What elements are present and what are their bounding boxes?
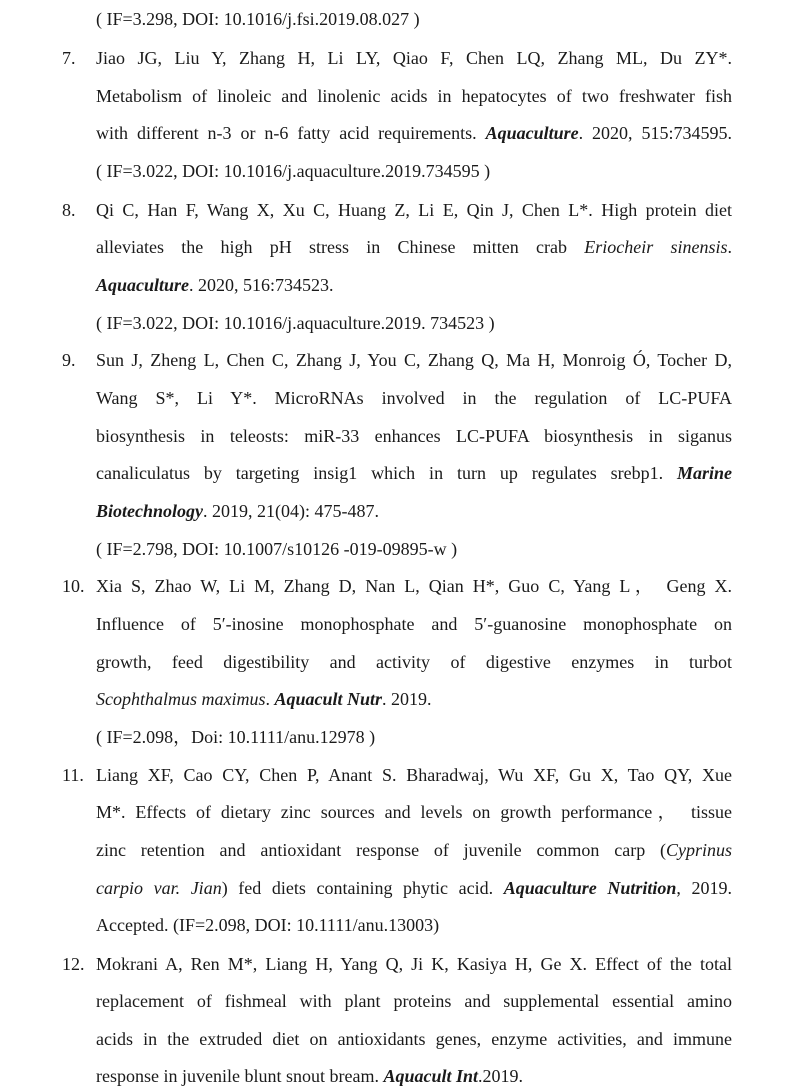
journal-name: Aquaculture: [96, 275, 190, 295]
ref-text: .: [265, 689, 275, 709]
ref-prev-if-line: [96, 7, 420, 31]
ref-text: zinc retention and antioxidant response of juvenile common carp (: [96, 840, 666, 860]
ref-text: alleviates the high pH stress in Chinese mitten crab: [96, 237, 585, 257]
ref-10-line-4: [96, 687, 432, 711]
ref-text: Metabolism of linoleic and linolenic acids in hepatocytes of two freshwater fish: [96, 86, 732, 106]
ref-text: replacement of fishmeal with plant proteins and supplemental essential amino: [96, 991, 732, 1011]
ref-text: Qi C, Han F, Wang X, Xu C, Huang Z, Li E, Qin J, Chen L*. High protein diet: [96, 200, 732, 220]
ref-10-line-2: [96, 612, 732, 636]
ref-9-line-3: [96, 424, 732, 448]
ref-8-line-2: [96, 235, 732, 259]
ref-7-if-line: [96, 159, 490, 183]
ref-9-number: 9.: [62, 350, 76, 370]
ref-9-if-line: [96, 537, 457, 561]
ref-8-line-3: [96, 273, 334, 297]
ref-text: . 2019.: [382, 689, 432, 709]
ref-9-line-1: [96, 348, 732, 372]
ref-8-number: 8.: [62, 200, 76, 220]
ref-text: Accepted. (IF=2.098, DOI: 10.1111/anu.13003): [96, 915, 440, 935]
journal-name: Biotechnology: [96, 501, 203, 521]
ref-9-line-4: [96, 461, 732, 485]
journal-name: Aquacult Nutr: [274, 689, 383, 709]
ref-10-line-1: [96, 574, 732, 598]
ref-12-line-1: [96, 952, 732, 976]
journal-name: Marine: [676, 463, 732, 483]
ref-text: . 2020, 515:734595.: [578, 123, 732, 143]
species-name: Cyprinus: [665, 840, 732, 860]
ref-text: .2019.: [478, 1066, 523, 1086]
ref-text: Jiao JG, Liu Y, Zhang H, Li LY, Qiao F, Chen LQ, Zhang ML, Du ZY*.: [96, 48, 732, 68]
journal-name: Aquaculture: [485, 123, 579, 143]
ref-text: acids in the extruded diet on antioxidants genes, enzyme activities, and immune: [96, 1029, 732, 1049]
ref-12-line-2: [96, 989, 732, 1013]
ref-text: Mokrani A, Ren M*, Liang H, Yang Q, Ji K, Kasiya H, Ge X. Effect of the total: [96, 954, 732, 974]
ref-8-if-line: [96, 311, 495, 335]
species-name: Scophthalmus maximus: [96, 689, 266, 709]
ref-10-number: 10.: [62, 576, 85, 596]
ref-9-line-5: [96, 499, 379, 523]
ref-10-if-line: [96, 725, 375, 749]
ref-11-line-2: [96, 800, 732, 824]
ref-text: .: [727, 237, 732, 257]
ref-12-number: 12.: [62, 954, 85, 974]
ref-text: . 2020, 516:734523.: [189, 275, 334, 295]
ref-text: canaliculatus by targeting insig1 which in turn up regulates srebp1.: [96, 463, 677, 483]
ref-11-line-4: [96, 876, 732, 900]
ref-7-line-2: [96, 84, 732, 108]
ref-text: Xia S, Zhao W, Li M, Zhang D, Nan L, Qian H*, Guo C, Yang L， Geng X.: [96, 576, 732, 596]
ref-7-line-1: [96, 46, 732, 70]
ref-11-number: 11.: [62, 765, 84, 785]
ref-text: , 2019.: [676, 878, 732, 898]
ref-7-line-3: [96, 121, 732, 145]
journal-name: Aquaculture Nutrition: [503, 878, 677, 898]
ref-8-line-1: [96, 198, 732, 222]
ref-text: Sun J, Zheng L, Chen C, Zhang J, You C, Zhang Q, Ma H, Monroig Ó, Tocher D,: [96, 350, 732, 370]
ref-text: response in juvenile blunt snout bream.: [96, 1066, 384, 1086]
ref-text: with different n-3 or n-6 fatty acid requirements.: [96, 123, 486, 143]
ref-text: growth, feed digestibility and activity of digestive enzymes in turbot: [96, 652, 732, 672]
if-doi-text: ( IF=2.798, DOI: 10.1007/s10126 -019-09895-w ): [96, 539, 458, 559]
ref-11-line-1: [96, 763, 732, 787]
if-doi-text: ( IF=2.098，Doi: 10.1111/anu.12978 ): [96, 727, 376, 747]
ref-11-line-5: [96, 913, 439, 937]
ref-text: Wang S*, Li Y*. MicroRNAs involved in the regulation of LC-PUFA: [96, 388, 732, 408]
species-name: carpio var. Jian: [96, 878, 222, 898]
ref-text: . 2019, 21(04): 475-487.: [203, 501, 379, 521]
ref-7-number: 7.: [62, 48, 76, 68]
ref-text: Influence of 5′-inosine monophosphate and 5′-guanosine monophosphate on: [96, 614, 732, 634]
ref-text: Liang XF, Cao CY, Chen P, Anant S. Bharadwaj, Wu XF, Gu X, Tao QY, Xue: [96, 765, 732, 785]
ref-12-line-4: [96, 1064, 523, 1088]
if-doi-text: ( IF=3.022, DOI: 10.1016/j.aquaculture.2019. 734523 ): [96, 313, 495, 333]
ref-text: ) fed diets containing phytic acid.: [221, 878, 504, 898]
ref-10-line-3: [96, 650, 732, 674]
ref-9-line-2: [96, 386, 732, 410]
ref-11-line-3: [96, 838, 732, 862]
ref-12-line-3: [96, 1027, 732, 1051]
if-doi-text: ( IF=3.022, DOI: 10.1016/j.aquaculture.2019.734595 ): [96, 161, 491, 181]
if-doi-text: ( IF=3.298, DOI: 10.1016/j.fsi.2019.08.027 ): [96, 9, 420, 29]
ref-text: biosynthesis in teleosts: miR-33 enhances LC-PUFA biosynthesis in siganus: [96, 426, 732, 446]
journal-name: Aquacult Int: [383, 1066, 478, 1086]
species-name: Eriocheir sinensis: [584, 237, 728, 257]
ref-text: M*. Effects of dietary zinc sources and levels on growth performance， tissue: [96, 802, 732, 822]
